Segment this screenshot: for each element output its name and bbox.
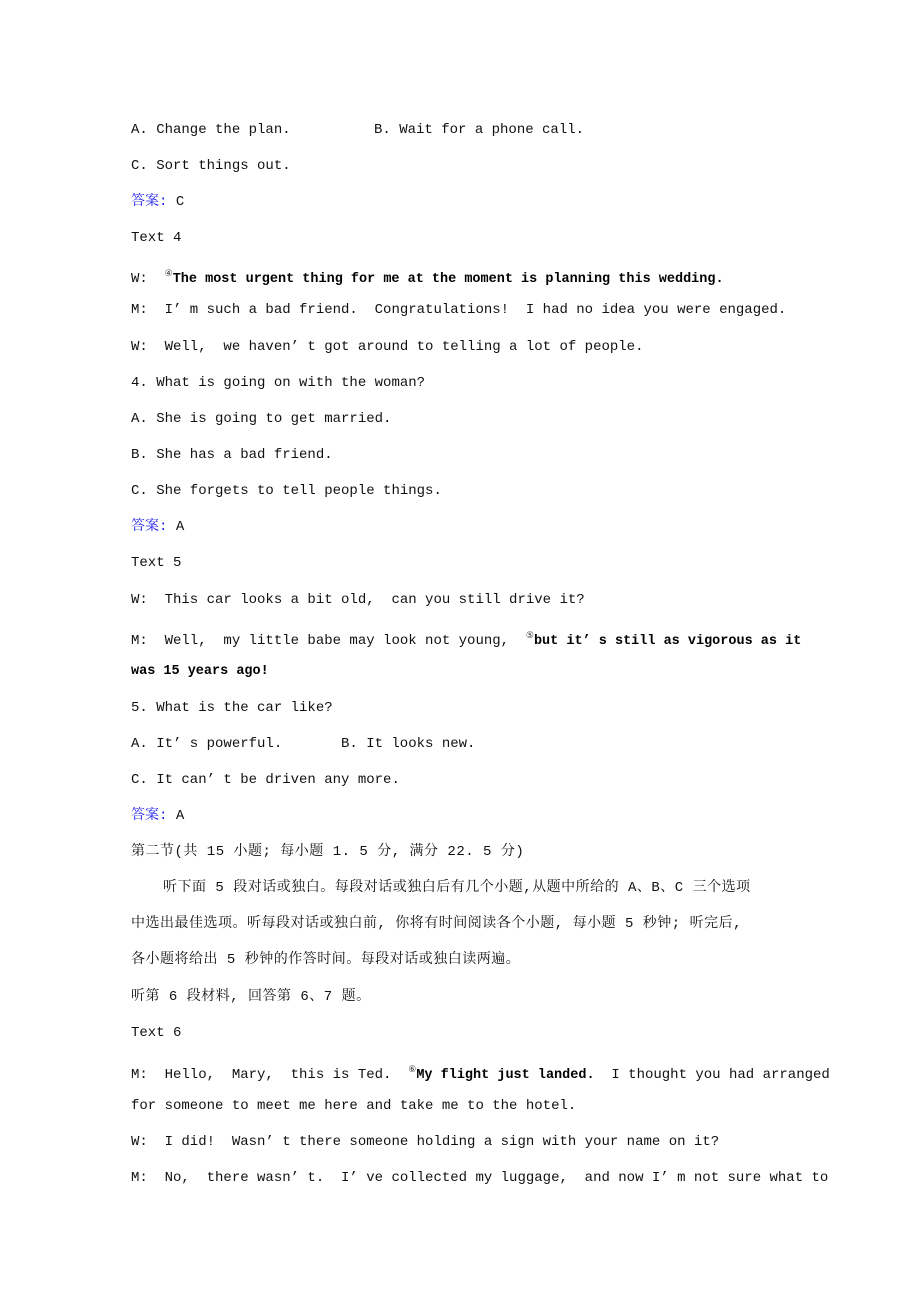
instruction-paragraph: 中选出最佳选项。听每段对话或独白前, 你将有时间阅读各个小题, 每小题 5 秒钟; 听完后, <box>131 916 743 932</box>
option-b: B. She has a bad friend. <box>131 447 333 463</box>
answer-label: 答案: <box>131 808 176 824</box>
option-b: B. It looks new. <box>341 736 476 752</box>
marker: ⑥ <box>408 1065 417 1075</box>
dialogue-line: M: No, there wasn’ t. I’ ve collected my luggage, and now I’ m not sure what to <box>131 1170 829 1186</box>
key-sentence: My flight just landed. <box>416 1068 595 1083</box>
dialogue-line: for someone to meet me here and take me to the hotel. <box>131 1098 577 1114</box>
answer-line <box>131 806 184 826</box>
key-sentence: The most urgent thing for me at the moment is planning this wedding. <box>172 272 724 287</box>
dialogue-line: M: I’ m such a bad friend. Congratulations! I had no idea you were engaged. <box>131 302 787 318</box>
dialogue-line <box>131 626 801 652</box>
option-line <box>131 734 476 754</box>
dialogue-line: W: Well, we haven’ t got around to telling a lot of people. <box>131 339 644 355</box>
option-line <box>131 120 585 140</box>
answer-line <box>131 192 184 212</box>
dialogue-line: W: This car looks a bit old, can you still drive it? <box>131 592 585 608</box>
key-sentence: was 15 years ago! <box>131 664 269 679</box>
option-b: B. Wait for a phone call. <box>374 122 585 138</box>
section-title: Text 4 <box>131 230 182 246</box>
option-c: C. Sort things out. <box>131 158 291 174</box>
option-a: A. Change the plan. <box>131 122 291 138</box>
dialogue-text: M: Hello, Mary, this is Ted. <box>131 1067 409 1083</box>
answer-line <box>131 517 184 537</box>
instruction-paragraph: 各小题将给出 5 秒钟的作答时间。每段对话或独白读两遍。 <box>131 952 521 968</box>
answer-label: 答案: <box>131 519 176 535</box>
instruction-paragraph: 听下面 5 段对话或独白。每段对话或独白后有几个小题,从题中所给的 A、B、C 三个选项 <box>163 880 751 896</box>
answer-value: A <box>175 519 185 535</box>
section-heading: 第二节(共 15 小题; 每小题 1. 5 分, 满分 22. 5 分) <box>131 844 525 860</box>
answer-label: 答案: <box>131 194 176 210</box>
dialogue-text: M: Well, my little babe may look not young, <box>131 633 526 649</box>
dialogue-text: I thought you had arranged <box>594 1067 830 1083</box>
option-a: A. It’ s powerful. <box>131 736 283 752</box>
dialogue-line <box>131 264 724 290</box>
option-c: C. She forgets to tell people things. <box>131 483 442 499</box>
section-title: Text 5 <box>131 555 182 571</box>
answer-value: A <box>175 808 185 824</box>
question: 5. What is the car like? <box>131 700 333 716</box>
dialogue-line <box>131 1060 830 1086</box>
key-sentence: but it’ s still as vigorous as it <box>533 634 802 649</box>
dialogue-line: W: I did! Wasn’ t there someone holding a sign with your name on it? <box>131 1134 720 1150</box>
marker: ⑤ <box>525 631 534 641</box>
question: 4. What is going on with the woman? <box>131 375 426 391</box>
option-c: C. It can’ t be driven any more. <box>131 772 400 788</box>
answer-value: C <box>175 194 185 210</box>
section-title: Text 6 <box>131 1025 182 1041</box>
speaker: W: <box>131 271 165 287</box>
option-a: A. She is going to get married. <box>131 411 392 427</box>
instruction: 听第 6 段材料, 回答第 6、7 题。 <box>131 989 371 1005</box>
marker: ④ <box>164 269 173 279</box>
